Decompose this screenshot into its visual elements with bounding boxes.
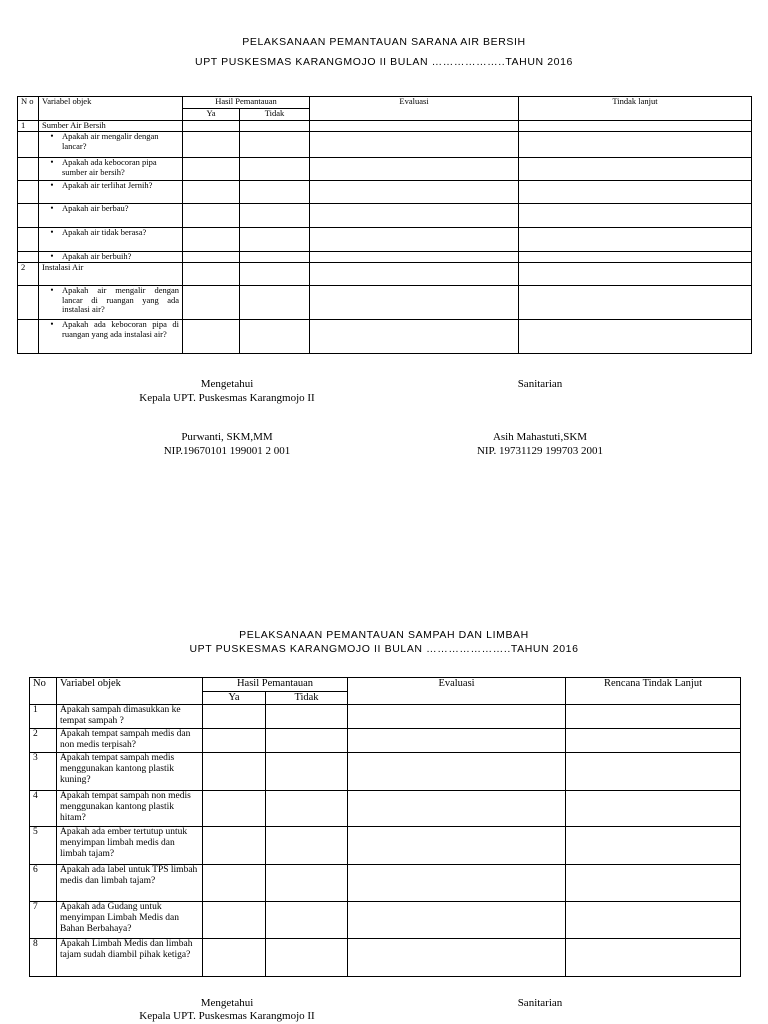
cell-tindak[interactable] — [566, 753, 741, 791]
table-row — [18, 286, 752, 320]
cell-ya[interactable] — [203, 939, 266, 977]
row-text: Apakah sampah dimasukkan ke tempat sampah ? — [57, 705, 203, 729]
row-no: 4 — [30, 791, 57, 827]
table-row — [18, 228, 752, 252]
cell-tidak[interactable] — [266, 827, 348, 865]
cell-ya[interactable] — [203, 865, 266, 902]
row-no: 5 — [30, 827, 57, 865]
cell-tidak[interactable] — [240, 252, 310, 263]
cell-ya[interactable] — [203, 729, 266, 753]
item-text: Apakah ada kebocoran pipa di ruangan yang ada instalasi air? — [62, 319, 179, 339]
cell-tindak[interactable] — [519, 320, 752, 354]
col-no-header: No — [30, 678, 57, 705]
table-row — [18, 181, 752, 204]
bullet-icon: • — [50, 285, 54, 295]
cell-tindak[interactable] — [519, 181, 752, 204]
doc2-monitoring-table — [29, 677, 741, 977]
section-title: Sumber Air Bersih — [39, 121, 183, 132]
section-title: Instalasi Air — [39, 263, 183, 286]
row-no: 3 — [30, 753, 57, 791]
section-row — [18, 121, 752, 132]
bullet-icon: • — [50, 203, 54, 213]
cell-evaluasi[interactable] — [310, 204, 519, 228]
doc1-sig-right-nip: NIP. 19731129 199703 2001 — [476, 445, 604, 457]
cell-tidak[interactable] — [240, 228, 310, 252]
section-no: 1 — [18, 121, 39, 132]
cell-evaluasi[interactable] — [348, 705, 566, 729]
row-text: Apakah ada ember tertutup untuk menyimpan limbah medis dan limbah tajam? — [57, 827, 203, 865]
table-row — [18, 252, 752, 263]
cell-ya[interactable] — [183, 286, 240, 320]
row-text: Apakah Limbah Medis dan limbah tajam sudah diambil pihak ketiga? — [57, 939, 203, 977]
cell-tidak[interactable] — [266, 753, 348, 791]
table-row — [30, 939, 741, 977]
cell-tidak[interactable] — [240, 286, 310, 320]
cell-ya[interactable] — [203, 902, 266, 939]
doc2-sig-left-title: Kepala UPT. Puskesmas Karangmojo II — [139, 1010, 315, 1022]
cell-ya[interactable] — [183, 204, 240, 228]
cell-evaluasi[interactable] — [310, 286, 519, 320]
col-tidak-header: Tidak — [240, 109, 310, 121]
col-tidak-header: Tidak — [266, 692, 348, 705]
doc1-sig-left-nip: NIP.19670101 199001 2 001 — [163, 445, 291, 457]
cell-evaluasi[interactable] — [310, 263, 519, 286]
cell-ya[interactable] — [183, 228, 240, 252]
cell-ya[interactable] — [183, 132, 240, 158]
cell-evaluasi[interactable] — [348, 753, 566, 791]
table-row — [18, 132, 752, 158]
table-row — [30, 705, 741, 729]
doc2-title-line2: UPT PUSKESMAS KARANGMOJO II BULAN …………………..TAHUN 2016 — [189, 643, 579, 655]
bullet-icon: • — [50, 319, 54, 329]
doc1-sig-left-label: Mengetahui — [200, 378, 254, 390]
cell-evaluasi[interactable] — [310, 252, 519, 263]
cell-tidak[interactable] — [266, 865, 348, 902]
col-no-header: N o — [18, 97, 39, 121]
cell-tidak[interactable] — [240, 181, 310, 204]
cell-ya[interactable] — [183, 158, 240, 181]
cell-evaluasi[interactable] — [348, 827, 566, 865]
cell-evaluasi[interactable] — [348, 939, 566, 977]
cell-evaluasi[interactable] — [310, 181, 519, 204]
item-text: Apakah air mengalir dengan lancar di ruangan yang ada instalasi air? — [62, 285, 179, 315]
table-row — [18, 204, 752, 228]
col-ya-header: Ya — [183, 109, 240, 121]
row-text: Apakah ada label untuk TPS limbah medis dan limbah tajam? — [57, 865, 203, 902]
item-text: Apakah air berbuih? — [62, 251, 132, 261]
col-ya-header: Ya — [203, 692, 266, 705]
cell-tindak[interactable] — [519, 252, 752, 263]
cell-tindak[interactable] — [519, 132, 752, 158]
cell-tidak[interactable] — [266, 939, 348, 977]
item-text: Apakah air berbau? — [62, 203, 129, 213]
table-row — [30, 865, 741, 902]
row-text: Apakah tempat sampah non medis menggunakan kantong plastik hitam? — [57, 791, 203, 827]
bullet-icon: • — [50, 251, 54, 261]
cell-tidak[interactable] — [240, 158, 310, 181]
cell-evaluasi[interactable] — [348, 729, 566, 753]
table-row — [30, 729, 741, 753]
cell-tidak[interactable] — [266, 729, 348, 753]
doc1-sig-right-name: Asih Mahastuti,SKM — [492, 431, 588, 443]
col-hasil-header: Hasil Pemantauan — [183, 97, 310, 109]
cell-tindak[interactable] — [566, 729, 741, 753]
doc1-monitoring-table — [17, 96, 752, 354]
item-text: Apakah air terlihat Jernih? — [62, 180, 153, 190]
cell-tindak[interactable] — [519, 263, 752, 286]
cell-ya[interactable] — [183, 320, 240, 354]
row-text: Apakah tempat sampah medis menggunakan kantong plastik kuning? — [57, 753, 203, 791]
cell-ya[interactable] — [183, 181, 240, 204]
cell-tidak[interactable] — [240, 121, 310, 132]
bullet-icon: • — [50, 131, 54, 141]
cell-ya[interactable] — [183, 263, 240, 286]
bullet-icon: • — [50, 227, 54, 237]
row-text: Apakah ada Gudang untuk menyimpan Limbah Medis dan Bahan Berbahaya? — [57, 902, 203, 939]
cell-tindak[interactable] — [566, 791, 741, 827]
cell-ya[interactable] — [203, 827, 266, 865]
cell-tidak[interactable] — [266, 902, 348, 939]
doc2-title-line1: PELAKSANAAN PEMANTAUAN SAMPAH DAN LIMBAH — [239, 629, 529, 641]
col-evaluasi-header: Evaluasi — [348, 678, 566, 705]
doc1-sig-left-name: Purwanti, SKM,MM — [181, 431, 273, 443]
cell-tindak[interactable] — [566, 902, 741, 939]
cell-ya[interactable] — [203, 791, 266, 827]
cell-evaluasi[interactable] — [310, 228, 519, 252]
cell-tindak[interactable] — [519, 121, 752, 132]
doc1-title-line1: PELAKSANAAN PEMANTAUAN SARANA AIR BERSIH — [242, 36, 526, 48]
cell-evaluasi[interactable] — [310, 121, 519, 132]
cell-tindak[interactable] — [566, 827, 741, 865]
doc1-sig-left-title: Kepala UPT. Puskesmas Karangmojo II — [139, 392, 315, 404]
row-no: 7 — [30, 902, 57, 939]
table-row — [18, 158, 752, 181]
doc2-sig-right-label: Sanitarian — [517, 997, 563, 1009]
table-row — [30, 827, 741, 865]
cell-tidak[interactable] — [266, 791, 348, 827]
cell-tidak[interactable] — [240, 204, 310, 228]
cell-evaluasi[interactable] — [348, 902, 566, 939]
cell-evaluasi[interactable] — [348, 865, 566, 902]
item-text: Apakah air tidak berasa? — [62, 227, 147, 237]
bullet-icon: • — [50, 180, 54, 190]
cell-tindak[interactable] — [519, 286, 752, 320]
cell-evaluasi[interactable] — [310, 320, 519, 354]
cell-evaluasi[interactable] — [310, 158, 519, 181]
section-row — [18, 263, 752, 286]
section-no: 2 — [18, 263, 39, 286]
table-row — [30, 902, 741, 939]
table-row — [30, 791, 741, 827]
row-no: 8 — [30, 939, 57, 977]
cell-ya[interactable] — [203, 753, 266, 791]
cell-tidak[interactable] — [240, 320, 310, 354]
doc2-sig-left-label: Mengetahui — [200, 997, 254, 1009]
col-hasil-header: Hasil Pemantauan — [203, 678, 348, 692]
cell-ya[interactable] — [183, 121, 240, 132]
cell-ya[interactable] — [183, 252, 240, 263]
cell-evaluasi[interactable] — [348, 791, 566, 827]
col-tindak-header: Rencana Tindak Lanjut — [566, 678, 741, 705]
cell-tidak[interactable] — [266, 705, 348, 729]
cell-tidak[interactable] — [240, 132, 310, 158]
item-text: Apakah air mengalir dengan lancar? — [62, 131, 159, 151]
col-variabel-header: Variabel objek — [57, 678, 203, 705]
col-evaluasi-header: Evaluasi — [310, 97, 519, 121]
row-text: Apakah tempat sampah medis dan non medis terpisah? — [57, 729, 203, 753]
row-no: 6 — [30, 865, 57, 902]
cell-evaluasi[interactable] — [310, 132, 519, 158]
row-no: 1 — [30, 705, 57, 729]
cell-tindak[interactable] — [566, 865, 741, 902]
row-no: 2 — [30, 729, 57, 753]
cell-tidak[interactable] — [240, 263, 310, 286]
table-row — [30, 753, 741, 791]
table-row — [18, 320, 752, 354]
item-text: Apakah ada kebocoran pipa sumber air bersih? — [62, 157, 157, 177]
doc1-title-line2: UPT PUSKESMAS KARANGMOJO II BULAN ………………..TAHUN 2016 — [195, 56, 573, 68]
col-variabel-header: Variabel objek — [39, 97, 183, 121]
cell-tindak[interactable] — [519, 204, 752, 228]
cell-tindak[interactable] — [566, 705, 741, 729]
cell-tindak[interactable] — [566, 939, 741, 977]
bullet-icon: • — [50, 157, 54, 167]
cell-ya[interactable] — [203, 705, 266, 729]
doc1-sig-right-label: Sanitarian — [517, 378, 563, 390]
cell-tindak[interactable] — [519, 228, 752, 252]
col-tindak-header: Tindak lanjut — [519, 97, 752, 121]
cell-tindak[interactable] — [519, 158, 752, 181]
